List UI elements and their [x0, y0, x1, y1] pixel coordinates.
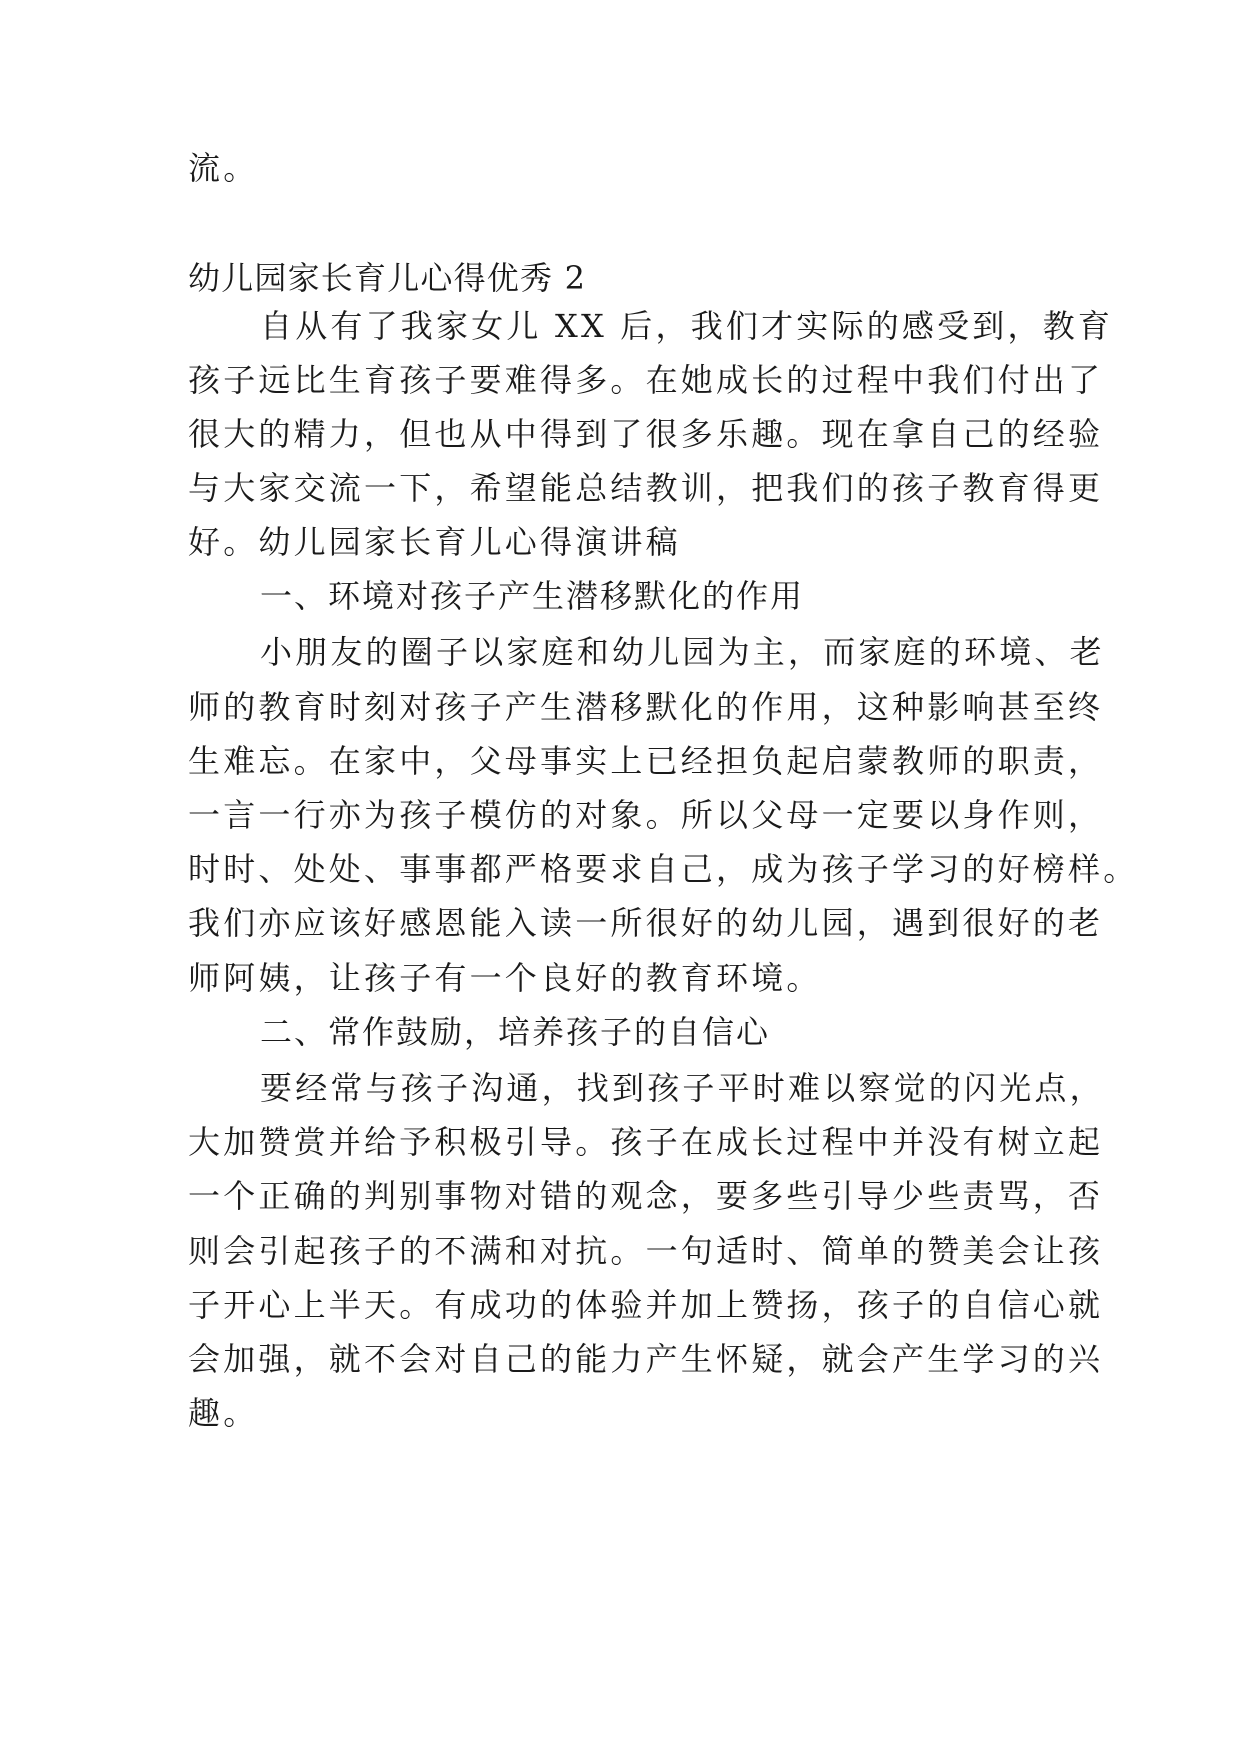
- continued-paragraph-end: 流。: [188, 149, 259, 187]
- intro-line: 与大家交流一下，希望能总结教训，把我们的孩子教育得更: [188, 469, 1104, 507]
- intro-line: 自从有了我家女儿 XX 后，我们才实际的感受到，教育: [260, 307, 1114, 345]
- section-1-line: 生难忘。在家中，父母事实上已经担负起启蒙教师的职责，: [188, 742, 1104, 780]
- intro-line: 好。幼儿园家长育儿心得演讲稿: [188, 523, 681, 561]
- section-2-line: 趣。: [188, 1394, 259, 1432]
- section-2-line: 大加赞赏并给予积极引导。孩子在成长过程中并没有树立起: [188, 1123, 1104, 1161]
- section-1-line: 小朋友的圈子以家庭和幼儿园为主，而家庭的环境、老: [260, 633, 1105, 671]
- section-2-line: 一个正确的判别事物对错的观念，要多些引导少些责骂，否: [188, 1177, 1104, 1215]
- section-1-title: 一、环境对孩子产生潜移默化的作用: [260, 577, 805, 615]
- section-1-line: 我们亦应该好感恩能入读一所很好的幼儿园，遇到很好的老: [188, 904, 1104, 942]
- section-2-line: 会加强，就不会对自己的能力产生怀疑，就会产生学习的兴: [188, 1340, 1104, 1378]
- section-2-line: 子开心上半天。有成功的体验并加上赞扬，孩子的自信心就: [188, 1286, 1104, 1324]
- section-2-line: 要经常与孩子沟通，找到孩子平时难以察觉的闪光点，: [260, 1069, 1105, 1107]
- section-1-line: 时时、处处、事事都严格要求自己，成为孩子学习的好榜样。: [188, 850, 1139, 888]
- section-1-line: 师的教育时刻对孩子产生潜移默化的作用，这种影响甚至终: [188, 688, 1104, 726]
- article-heading: 幼儿园家长育儿心得优秀 2: [188, 259, 587, 297]
- intro-line: 孩子远比生育孩子要难得多。在她成长的过程中我们付出了: [188, 361, 1104, 399]
- section-2-title: 二、常作鼓励，培养孩子的自信心: [260, 1013, 771, 1051]
- section-1-line: 师阿姨，让孩子有一个良好的教育环境。: [188, 959, 822, 997]
- section-1-line: 一言一行亦为孩子模仿的对象。所以父母一定要以身作则，: [188, 796, 1104, 834]
- section-2-line: 则会引起孩子的不满和对抗。一句适时、简单的赞美会让孩: [188, 1232, 1104, 1270]
- intro-line: 很大的精力，但也从中得到了很多乐趣。现在拿自己的经验: [188, 415, 1104, 453]
